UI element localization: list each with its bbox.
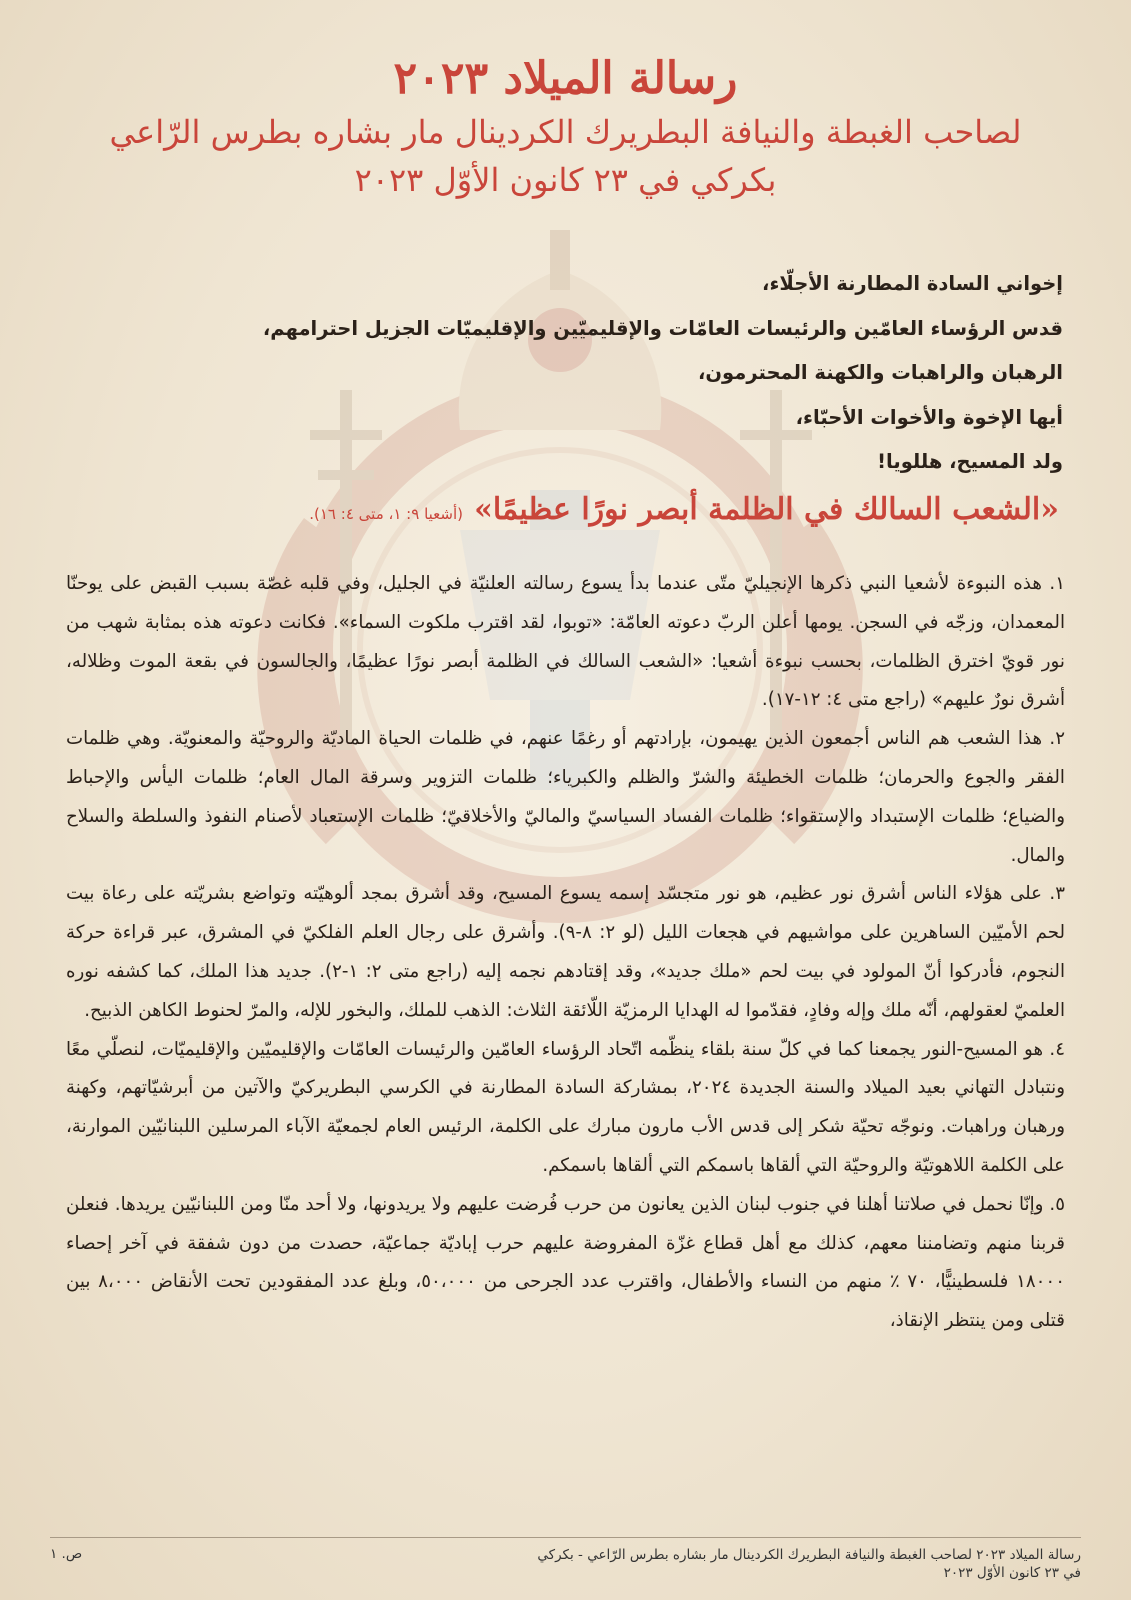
salutation-line: إخواني السادة المطارنة الأجلّاء، [762,272,1063,295]
page-number: ص. ١ [50,1546,83,1562]
verse-quote: «الشعب السالك في الظلمة أبصر نورًا عظيمًا» [474,492,1059,527]
salutation-line: الرهبان والراهبات والكهنة المحترمون، [698,361,1063,384]
letter-author-line: لصاحب الغبطة والنيافة البطريرك الكردينال مار بشاره بطرس الرّاعي [109,113,1022,151]
paragraph-5: ٥. وإنّا نحمل في صلاتنا أهلنا في جنوب لبنان الذين يعانون من حرب فُرضت عليهم ولا يريدونها، ولا أحد منّا ومن اللبنانيّين يريدها. فنعلن قربنا منهم وتضامننا معهم، كذلك مع أهل قطاع غزّة المفروضة عليهم حرب إباديّة جماعيّة، حصدت من دون شفقة في آخر إحصاء ١٨٠٠٠ فلسطينيًّا، ٧٠ ٪ منهم من النساء والأطفال، واقترب عدد الجرحى من ٥٠،٠٠٠، وبلغ عدد المفقودين تحت الأنقاض ٨،٠٠٠ بين قتلى ومن ينتظر الإنقاذ، [66,1193,1065,1332]
paragraph-3: ٣. على هؤلاء الناس أشرق نور عظيم، هو نور متجسّد إسمه يسوع المسيح، وقد أشرق بمجد ألوهيّته وتواضع بشريّته على رعاة بيت لحم الأميّين الساهرين على مواشيهم في هجعات الليل (لو ٢: ٨-٩). وأشرق على رجال العلم الفلكيّ في المشرق، عبر قراءة حركة النجوم، فأدركوا أنّ المولود في بيت لحم «ملك جديد»، وقد إقتادهم نجمه إليه (راجع متى ٢: ١-٢). جديد هذا الملك، كما كشفه نوره العلميّ لعقولهم، أنّه ملك وإله وفادٍ، فقدّموا له الهدايا الرمزيّة اللّائقة الثلاث: الذهب للملك، والبخور للإله، والمرّ لحنوط الكاهن الذبيح. [66,883,1065,1021]
verse-heading [40,492,1059,527]
letter-body [66,565,1065,1341]
verse-reference: (أشعيا ٩: ١، متى ٤: ١٦). [309,505,463,523]
salutation-line: أيها الإخوة والأخوات الأحبّاء، [795,405,1063,429]
paragraph-2: ٢. هذا الشعب هم الناس أجمعون الذين يهيمون، بإرادتهم أو رغمًا عنهم، في ظلمات الحياة الماديّة والروحيّة والمعنويّة. وهي ظلمات الفقر والجوع والحرمان؛ ظلمات الخطيئة والشرّ والظلم والكبرياء؛ ظلمات التزوير وسرقة المال العام؛ ظلمات اليأس والإحباط والضياع؛ ظلمات الإستبداد والإستقواء؛ ظلمات الفساد السياسيّ والماليّ والأخلاقيّ؛ ظلمات الإستعباد لأصنام النفوذ والسلطة والسلاح والمال. [66,728,1065,866]
title-block [60,50,1071,204]
salutation-line: قدس الرؤساء العامّين والرئيسات العامّات والإقليميّين والإقليميّات الجزيل احترامهم، [262,316,1063,340]
letter-title: رسالة الميلاد ٢٠٢٣ [393,53,738,104]
paragraph-4: ٤. هو المسيح-النور يجمعنا كما في كلّ سنة بلقاء ينظّمه اتّحاد الرؤساء العامّين والرئيسات العامّات والإقليميّين والإقليميّات، لنصلّي معًا ونتبادل التهاني بعيد الميلاد والسنة الجديدة ٢٠٢٤، بمشاركة السادة المطارنة في الكرسي البطريركيّ والآتين من أبرشيّاتهم، وكهنة ورهبان وراهبات. ونوجّه تحيّة شكر إلى قدس الأب مارون مبارك على الكلمة، الرئيس العام لجمعيّة الآباء المرسلين اللبنانيّين الموارنة، على الكلمة اللاهوتيّة والروحيّة التي ألقاها باسمكم التي ألقاها باسمكم. [66,1038,1065,1176]
salutation-line: ولد المسيح، هللويا! [877,450,1063,473]
paragraph-1: ١. هذه النبوءة لأشعيا النبي ذكرها الإنجيليّ متّى عندما بدأ يسوع رسالته العلنيّة في الجليل، وفي قلبه غصّة بسبب القبض على يوحنّا المعمدان، وزجّه في السجن. يومها أعلن الربّ دعوته العامّة: «توبوا، لقد اقترب ملكوت السماء». فكانت دعوته هذه بمثابة شهب من نور قويّ اخترق الظلمات، بحسب نبوءة أشعيا: «الشعب السالك في الظلمة أبصر نورًا عظيمًا، والجالسون في بقعة الموت وظلاله، أشرق نورٌ عليهم» (راجع متى ٤: ١٢-١٧). [66,573,1065,711]
page-footer [50,1537,1081,1582]
letter-place-date: بكركي في ٢٣ كانون الأوّل ٢٠٢٣ [354,161,777,199]
salutations [68,262,1063,485]
footer-text: رسالة الميلاد ٢٠٢٣ لصاحب الغبطة والنيافة البطريرك الكردينال مار بشاره بطرس الرّاعي - بكركي في ٢٣ كانون الأوّل ٢٠٢٣ [537,1547,1081,1581]
